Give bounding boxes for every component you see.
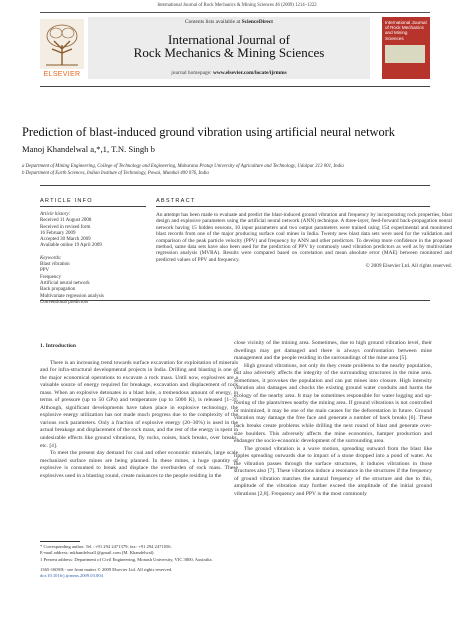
doi-link[interactable]: doi:10.1016/j.ijrmms.2009.03.004	[40, 573, 103, 579]
abstract-copyright: © 2009 Elsevier Ltd. All rights reserved.	[365, 263, 452, 270]
contents-text: Contents lists available at	[185, 19, 241, 25]
issn-line: 1365-1609/$ - see front matter © 2009 Elsevier Ltd. All rights reserved.	[40, 566, 173, 572]
keywords-label: Keywords:	[40, 255, 62, 261]
history-label: Article history:	[40, 212, 71, 217]
affiliation-divider	[40, 185, 430, 186]
body-column-left	[40, 340, 238, 480]
keyword: Back propagation	[40, 287, 76, 293]
journal-info-box	[88, 17, 370, 79]
keyword: Conventional predictors	[40, 299, 89, 305]
homepage-label: journal homepage:	[171, 70, 212, 76]
journal-homepage	[88, 70, 370, 76]
present-address: 1 Present address: Department of Civil Engineering, Monash University, VIC 3800, Australia.	[40, 556, 213, 562]
journal-title	[88, 33, 370, 59]
paragraph: High ground vibrations, not only do they create problems to the nearby population, but also adversely affects the integrity of the surrounding structures in the mine area. Sometimes, it provokes the population and can put mines into closure. High intensity vibration also damages and chocks the existing ground water conduits and harms the ecology of the nearby area. It may be sometimes responsible for water logging and up-rooting of the plants/trees nearby the mining area. If ground vibrations is not controlled or minimized, it may be one of the main causes for the deforestation in future. Ground vibration may damage the free face and generate a number of back breaks [6]. These back breaks create problems while drilling the next round of blast and generate over-size boulders. This adversely affects the mine economics, hamper production and endanger the socio-economic development of the surrounding area.	[234, 362, 432, 445]
body-column-right	[234, 340, 432, 498]
abstract-divider	[156, 206, 430, 207]
email-address[interactable]: E-mail address: mkhandelwal1@gmail.com (M. Khandelwal).	[40, 550, 155, 556]
footnotes	[40, 544, 238, 579]
sciencedirect-link[interactable]: ScienceDirect	[241, 19, 273, 25]
abstract-end-divider	[40, 300, 430, 301]
keyword: Frequency	[40, 274, 62, 280]
journal-cover	[382, 17, 430, 79]
elsevier-logo	[40, 19, 84, 79]
keyword: PPV	[40, 268, 50, 274]
keyword: Multivariate regression analysis	[40, 293, 104, 299]
publisher-name: ELSEVIER	[43, 71, 81, 78]
abstract	[156, 212, 452, 270]
running-head: International Journal of Rock Mechanics & Mining Sciences 46 (2009) 1214–1222	[157, 3, 317, 8]
journal-title-line1: International Journal of	[167, 32, 290, 47]
corresponding-author: * Corresponding author. Tel.: +91 294 2471379; fax: +91 294 2471056.	[40, 544, 172, 549]
homepage-link[interactable]: www.elsevier.com/locate/ijrmms	[212, 70, 287, 76]
history-item: 16 February 2009	[40, 230, 76, 236]
abstract-text: An attempt has been made to evaluate and predict the blast-induced ground vibration and frequency by incorporating rock properties, blast design and explosive parameters using the artificial neural network (ANN) technique. A three-layer, feed-forward back-propagation neural network having 15 hidden neurons, 10 input parameters and two output parameters were trained using 154 experimental and monitored blast records from one of the major producing surface coal mines in India. Twenty new blast data sets were used for the validation and comparison of the peak particle velocity (PPV) and frequency by ANN and other predictors. To develop more confidence in the proposed method, same data sets have also been used for the prediction of PPV by commonly used vibration predictors as well as by multivariate regression analysis (MVRA). Results were compared based on correlation and mean absolute error (MAE) between monitored and predicted values of PPV and frequency.	[156, 212, 452, 263]
paragraph: The ground vibration is a wave motion, spreading outward from the blast like ripples spreading outwards due to impact of a stone dropped into a pond of water. As the vibration passes through the surface structures, it induces vibrations in those structures also [7]. These vibrations induce a resonance in the structures if the frequency of ground vibration matches the natural frequency of the structure and due to this, amplitude of the vibration may further exceed the amplitude of the initial ground vibrations [2,8]. Frequency and PPV is the most commonly	[234, 445, 432, 497]
journal-banner	[40, 12, 430, 82]
paragraph: To meet the present day demand for coal and other economic minerals, large scale mechanized surface mines are being planned. In these mines, a huge quantity of explosive is consumed to break and displace the overburden of rock mass. These explosives used in a blasting round, create nuisances to the people residing in the	[40, 450, 238, 479]
history-item: Received 11 August 2008	[40, 218, 92, 224]
paragraph: There is an increasing trend towards surface excavation for exploitation of minerals and for infra-structural developmental projects in India. Drilling and blasting is one of the major economical operations to excavate a rock mass. Until now, explosives are a valuable source of energy required for breakage, excavation and displacement of rock mass. When an explosive detonates in a blast hole, a tremendous amount of energy, in terms of pressure (up to 50 GPa) and temperature (up to 5000 K), is released [1–3]. Although, significant developments have taken place in explosive technology, the explosive energy utilization has not made much progress due to the complexity of the various rock parameters. Only a fraction of explosive energy (20–30%) is used in the actual breakage and displacement of the rock mass, and the rest of the energy is spent in undesirable effects like ground vibrations, fly rocks, noises, back breaks, over breaks, etc. [4].	[40, 359, 238, 449]
article-info	[40, 212, 170, 306]
info-divider	[40, 206, 146, 207]
affiliation-b: b Department of Earth Sciences, Indian Institute of Technology, Powai, Mumbai 400 076, India	[22, 171, 209, 176]
header-divider	[40, 86, 430, 87]
article-authors: Manoj Khandelwal a,*,1, T.N. Singh b	[22, 144, 155, 154]
paragraph: close vicinity of the mining area. Sometimes, due to high ground vibration level, their dwellings may get damaged and there is always confrontation between mine management and the people residing in the surroundings of the mine area [5].	[234, 340, 432, 362]
history-item: Accepted 30 March 2009	[40, 237, 91, 243]
keyword: Artificial neural network	[40, 280, 90, 286]
cover-title: International Journal of Rock Mechanics and Mining Sciences	[385, 20, 427, 41]
keyword: Blast vibration	[40, 262, 70, 268]
intro-heading: 1. Introduction	[40, 343, 76, 349]
footnote-rule	[40, 541, 80, 542]
abstract-heading: ABSTRACT	[156, 198, 196, 204]
article-info-heading: ARTICLE INFO	[40, 198, 93, 204]
affiliation-a: a Department of Mining Engineering, College of Technology and Engineering, Maharana Pratap University of Agriculture and Technology, Udaipur 313 001, India	[22, 164, 344, 169]
contents-line	[88, 17, 370, 25]
history-item: Available online 19 April 2009	[40, 243, 102, 249]
journal-title-line2: Rock Mechanics & Mining Sciences	[133, 45, 325, 60]
history-item: Received in revised form	[40, 224, 91, 230]
tree-logo-icon	[40, 19, 84, 69]
article-title: Prediction of blast-induced ground vibration using artificial neural network	[22, 125, 395, 139]
cover-image	[385, 45, 425, 63]
